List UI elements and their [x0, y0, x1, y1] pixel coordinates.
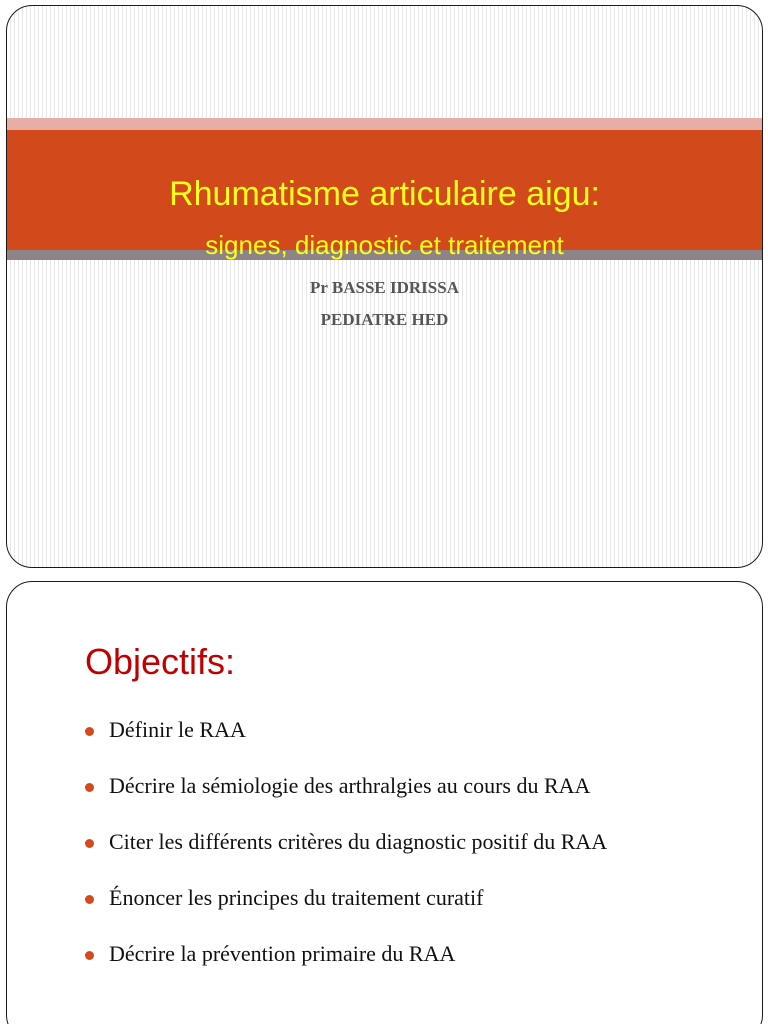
bullet-dot-icon — [85, 727, 94, 736]
list-item — [83, 884, 607, 940]
list-item-text: Décrire la sémiologie des arthralgies au cours du RAA — [109, 773, 591, 798]
bullet-dot-icon — [85, 951, 94, 960]
list-item-text: Citer les différents critères du diagnostic positif du RAA — [109, 829, 608, 854]
objectives-list — [83, 716, 607, 996]
objectives-heading: Objectifs: — [85, 641, 236, 682]
objectives-slide — [6, 581, 763, 1024]
title-slide — [6, 5, 763, 568]
title-band-top-stripe — [7, 118, 762, 130]
bullet-dot-icon — [85, 839, 94, 848]
slide-subtitle: signes, diagnostic et traitement — [205, 230, 564, 260]
author-role: PEDIATRE HED — [320, 310, 449, 329]
bullet-dot-icon — [85, 895, 94, 904]
author-name: Pr BASSE IDRISSA — [310, 278, 459, 297]
list-item-text: Décrire la prévention primaire du RAA — [109, 941, 456, 966]
list-item — [83, 940, 607, 996]
list-item — [83, 772, 607, 828]
list-item-text: Définir le RAA — [109, 717, 246, 742]
bullet-dot-icon — [85, 783, 94, 792]
list-item — [83, 828, 607, 884]
list-item-text: Énoncer les principes du traitement curatif — [109, 885, 484, 910]
slide-title: Rhumatisme articulaire aigu: — [169, 175, 600, 213]
list-item — [83, 716, 607, 772]
